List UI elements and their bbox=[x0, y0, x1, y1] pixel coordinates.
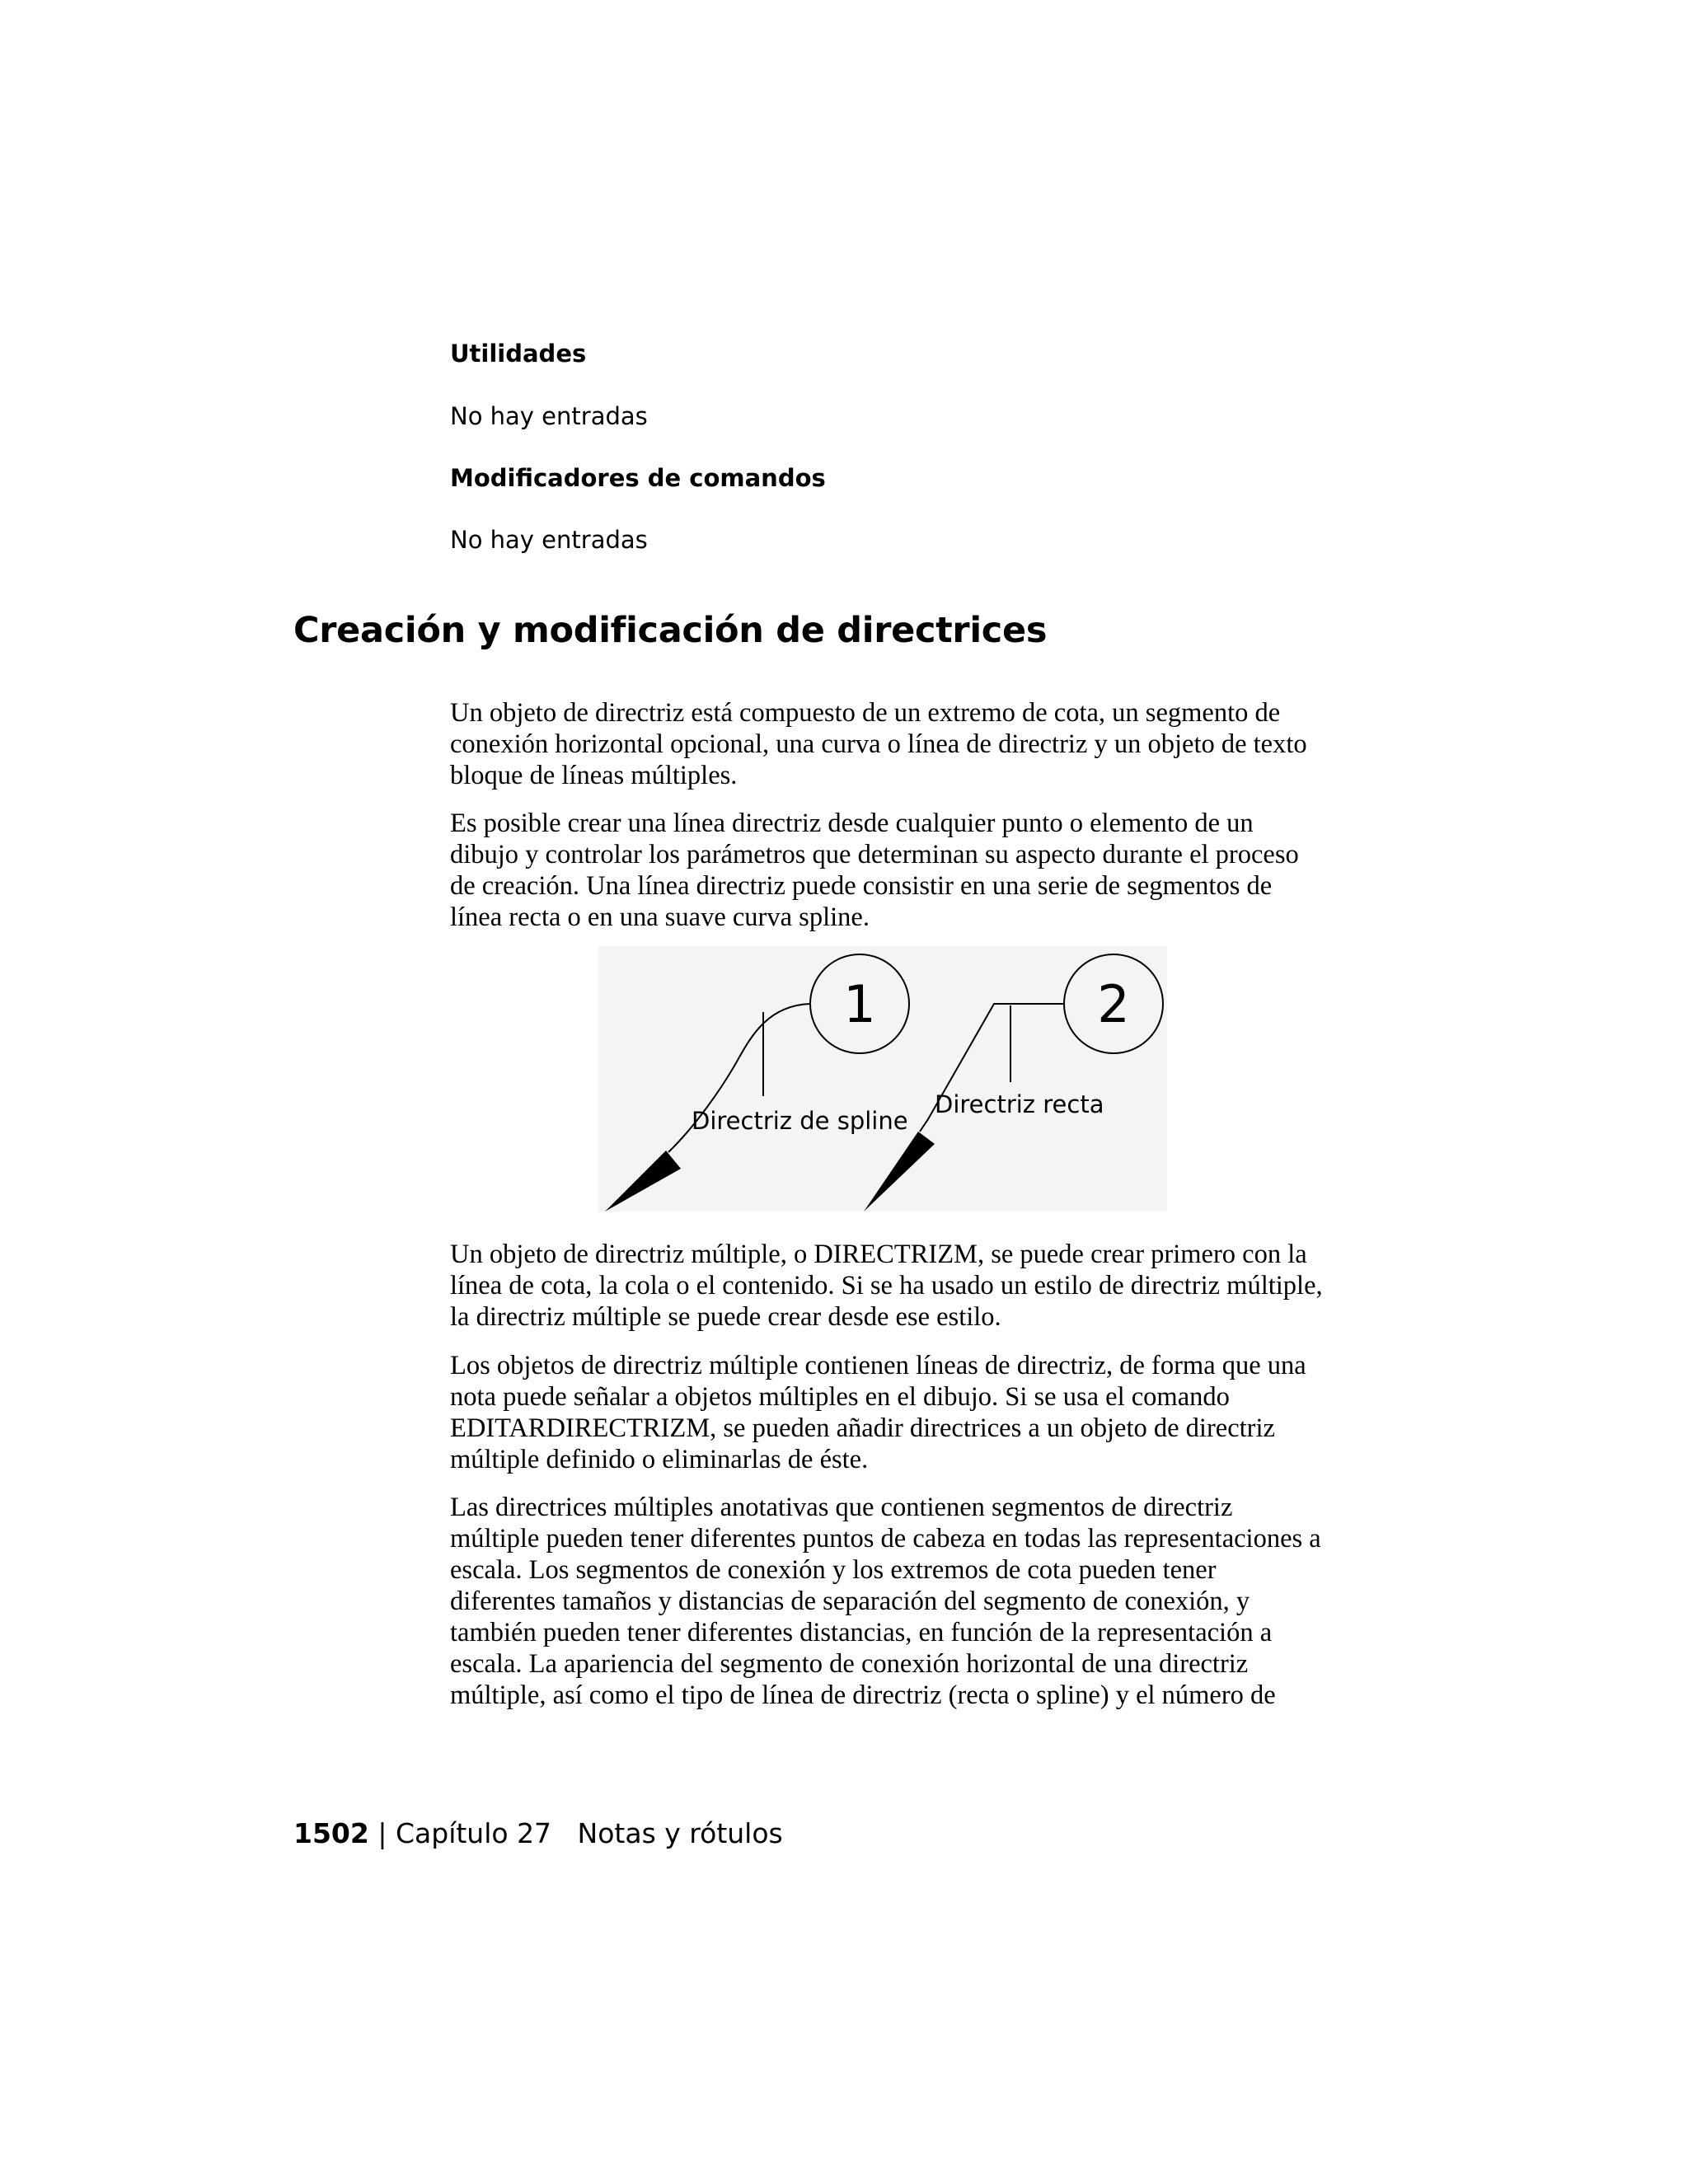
section-title: Creación y modificación de directrices bbox=[293, 610, 1048, 651]
footer-chapter-title: Notas y rótulos bbox=[577, 1817, 783, 1849]
modifiers-heading: Modificadores de comandos bbox=[450, 464, 826, 492]
callout-number-1: 1 bbox=[843, 974, 876, 1034]
footer-chapter: Capítulo 27 bbox=[395, 1817, 552, 1849]
paragraph-1: Un objeto de directriz está compuesto de un extremo de cota, un segmento de conexión horizontal opcional, una curva o línea de directriz y un objeto de texto bloque de líneas múltiples. bbox=[450, 698, 1307, 790]
modifiers-text: No hay entradas bbox=[450, 526, 648, 554]
paragraph-2: Es posible crear una línea directriz desde cualquier punto o elemento de un dibujo y controlar los parámetros que determinan su aspecto durante el proceso de creación. Una línea directriz puede consistir en una serie de segmentos de línea recta o en una suave curva spline. bbox=[450, 808, 1299, 932]
straight-leader-label: Directriz recta bbox=[935, 1090, 1104, 1118]
utilities-heading: Utilidades bbox=[450, 340, 587, 368]
paragraph-3: Un objeto de directriz múltiple, o DIRECTRIZM, se puede crear primero con la línea de cota, la cola o el contenido. Si se ha usado un estilo de directriz múltiple, la directriz múltiple se puede crear desde ese estilo. bbox=[450, 1240, 1323, 1332]
utilities-text: No hay entradas bbox=[450, 402, 648, 430]
leader-diagram bbox=[598, 946, 1167, 1212]
paragraph-5: Las directrices múltiples anotativas que contienen segmentos de directriz múltiple pueden tener diferentes puntos de cabeza en todas las representaciones a escala. Los segmentos de conexión y los extremos de cota pueden tener diferentes tamaños y distancias de separación del segmento de conexión, y también pueden tener diferentes distancias, en función de la representación a escala. La apariencia del segmento de conexión horizontal de una directriz múltiple, así como el tipo de línea de directriz (recta o spline) y el número de bbox=[450, 1493, 1321, 1710]
spline-leader-label: Directriz de spline bbox=[692, 1107, 908, 1135]
page-number: 1502 bbox=[293, 1817, 369, 1849]
footer-separator: | bbox=[377, 1817, 387, 1849]
leader-figure bbox=[598, 946, 1167, 1212]
callout-number-2: 2 bbox=[1097, 974, 1130, 1034]
straight-leader-arrowhead bbox=[864, 1132, 935, 1212]
paragraph-4: Los objetos de directriz múltiple contienen líneas de directriz, de forma que una nota puede señalar a objetos múltiples en el dibujo. Si se usa el comando EDITARDIRECTRIZM, se pueden añadir directrices a un objeto de directriz múltiple definido o eliminarlas de éste. bbox=[450, 1351, 1306, 1474]
spline-leader-arrowhead bbox=[605, 1151, 681, 1212]
page-footer bbox=[293, 1817, 783, 1849]
